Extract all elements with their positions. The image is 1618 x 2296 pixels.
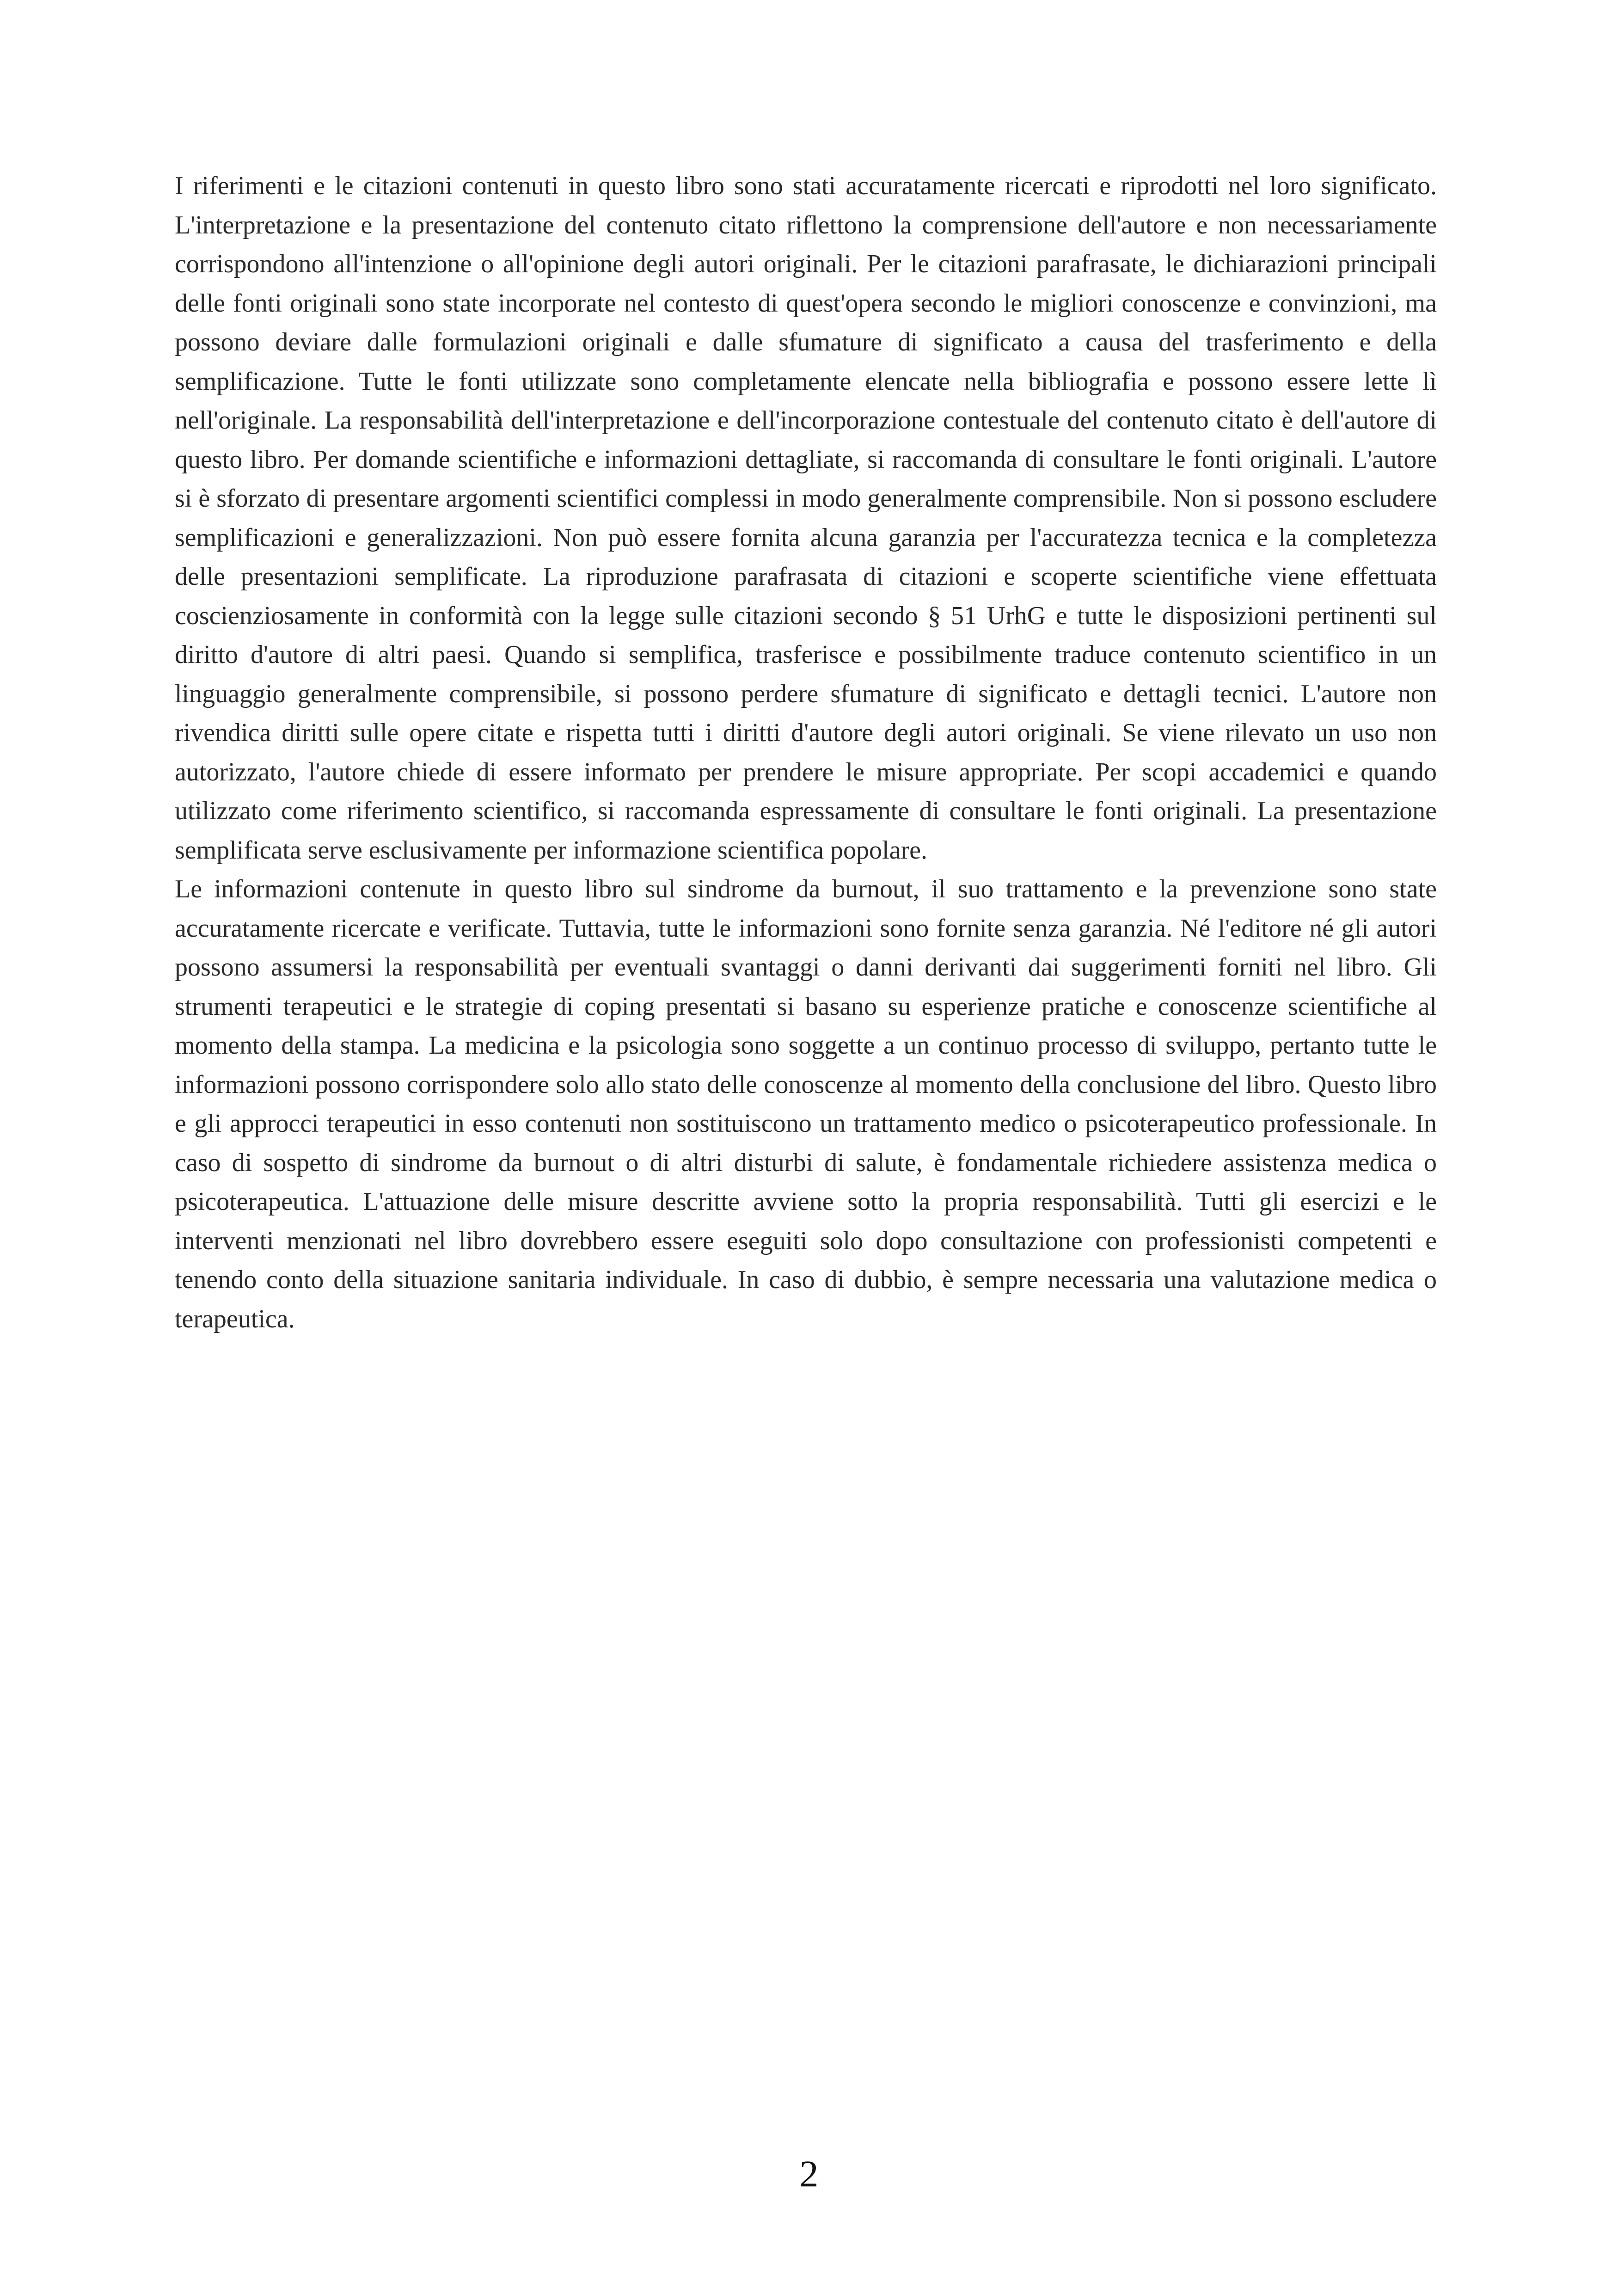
page-number: 2 xyxy=(799,2153,819,2195)
disclaimer-paragraph-medical: Le informazioni contenute in questo libro sul sindrome da burnout, il suo trattamento e la prevenzione sono state accuratamente ricercate e verificate. Tuttavia, tutte le informazioni sono fornite senza garanzia. Né l'editore né gli autori possono assumersi la responsabilità per eventuali svantaggi o danni derivanti dai suggerimenti forniti nel libro. Gli strumenti terapeutici e le strategie di coping presentati si basano su esperienze pratiche e conoscenze scientifiche al momento della stampa. La medicina e la psicologia sono soggette a un continuo processo di sviluppo, pertanto tutte le informazioni possono corrispondere solo allo stato delle conoscenze al momento della conclusione del libro. Questo libro e gli approcci terapeutici in esso contenuti non sostituiscono un trattamento medico o psicoterapeutico professionale. In caso di sospetto di sindrome da burnout o di altri disturbi di salute, è fondamentale richiedere assistenza medica o psicoterapeutica. L'attuazione delle misure descritte avviene sotto la propria responsabilità. Tutti gli esercizi e le interventi menzionati nel libro dovrebbero essere eseguiti solo dopo consultazione con professionisti competenti e tenendo conto della situazione sanitaria individuale. In caso di dubbio, è sempre necessaria una valutazione medica o terapeutica. xyxy=(175,875,1437,1333)
body-text xyxy=(175,166,1437,1338)
disclaimer-paragraph-citations: I riferimenti e le citazioni contenuti in questo libro sono stati accuratamente ricercati e riprodotti nel loro significato. L'interpretazione e la presentazione del contenuto citato riflettono la comprensione dell'autore e non necessariamente corrispondono all'intenzione o all'opinione degli autori originali. Per le citazioni parafrasate, le dichiarazioni principali delle fonti originali sono state incorporate nel contesto di quest'opera secondo le migliori conoscenze e convinzioni, ma possono deviare dalle formulazioni originali e dalle sfumature di significato a causa del trasferimento e della semplificazione. Tutte le fonti utilizzate sono completamente elencate nella bibliografia e possono essere lette lì nell'originale. La responsabilità dell'interpretazione e dell'incorporazione contestuale del contenuto citato è dell'autore di questo libro. Per domande scientifiche e informazioni dettagliate, si raccomanda di consultare le fonti originali. L'autore si è sforzato di presentare argomenti scientifici complessi in modo generalmente comprensibile. Non si possono escludere semplificazioni e generalizzazioni. Non può essere fornita alcuna garanzia per l'accuratezza tecnica e la completezza delle presentazioni semplificate. La riproduzione parafrasata di citazioni e scoperte scientifiche viene effettuata coscienziosamente in conformità con la legge sulle citazioni secondo § 51 UrhG e tutte le disposizioni pertinenti sul diritto d'autore di altri paesi. Quando si semplifica, trasferisce e possibilmente traduce contenuto scientifico in un linguaggio generalmente comprensibile, si possono perdere sfumature di significato e dettagli tecnici. L'autore non rivendica diritti sulle opere citate e rispetta tutti i diritti d'autore degli autori originali. Se viene rilevato un uso non autorizzato, l'autore chiede di essere informato per prendere le misure appropriate. Per scopi accademici e quando utilizzato come riferimento scientifico, si raccomanda espressamente di consultare le fonti originali. La presentazione semplificata serve esclusivamente per informazione scientifica popolare. xyxy=(175,172,1437,865)
